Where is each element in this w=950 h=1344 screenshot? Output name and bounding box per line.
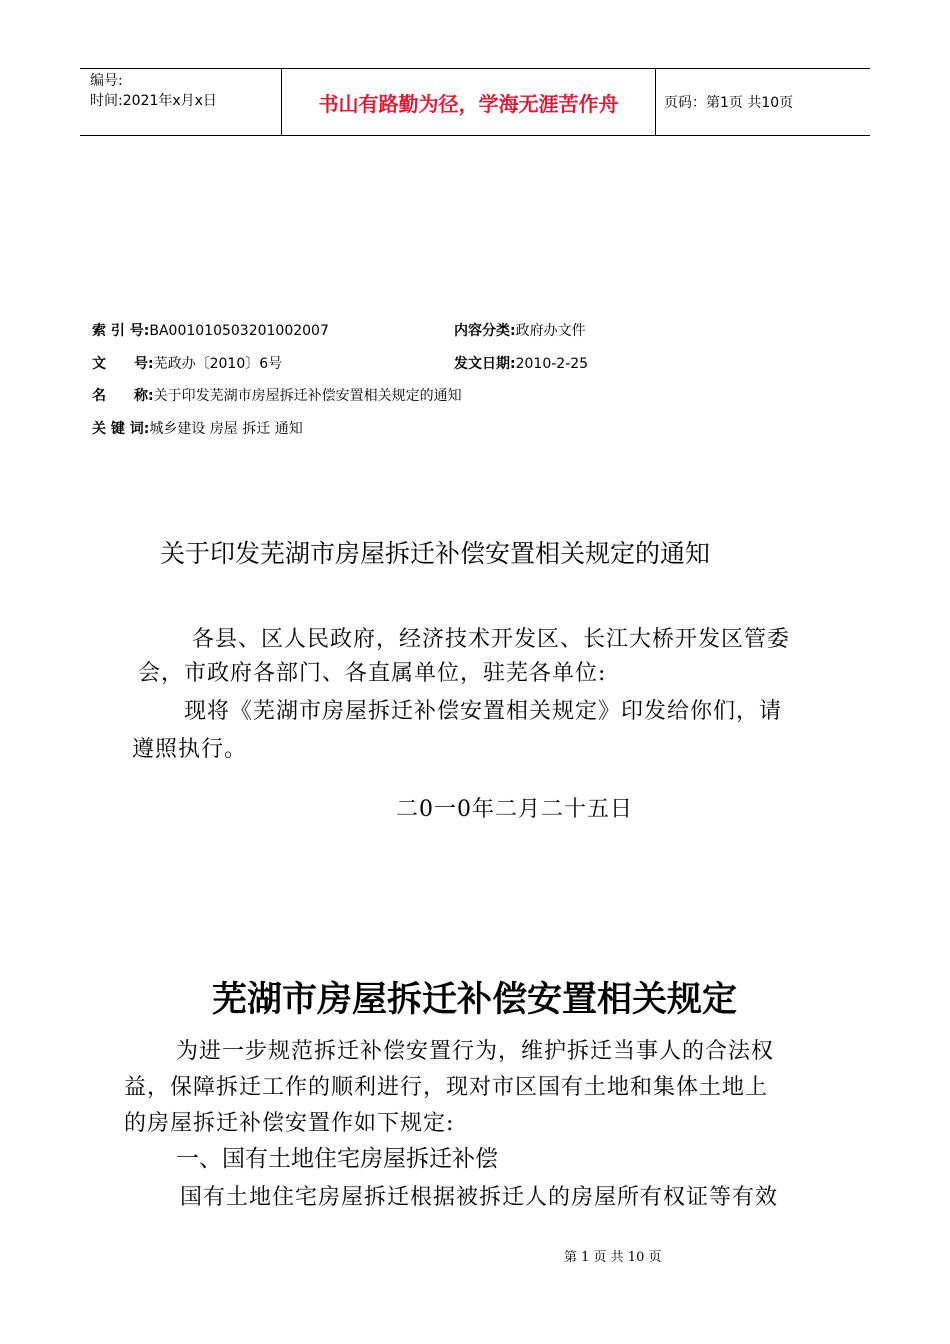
meta-category-key: 内容分类: [454, 323, 516, 339]
meta-category-value: 政府办文件 [515, 323, 586, 339]
notice-line-1: 各县、区人民政府，经济技术开发区、长江大桥开发区管委 [192, 627, 791, 652]
meta-name-key: 名 称: [92, 388, 154, 404]
meta-date-row [454, 355, 588, 373]
meta-index-value: BA001010503201002007 [149, 323, 329, 339]
time-label: 时间:2021年x月x日 [90, 93, 217, 109]
regulation-intro-1: 为进一步规范拆迁补偿安置行为，维护拆迁当事人的合法权 [176, 1039, 775, 1064]
meta-keywords-key: 关 键 词: [92, 421, 150, 437]
meta-category-row [454, 322, 586, 340]
regulation-intro-3: 的房屋拆迁补偿安置作如下规定: [124, 1111, 455, 1136]
meta-docno-key: 文 号: [92, 356, 154, 372]
motto-text: 书山有路勤为径，学海无涯苦作舟 [318, 91, 619, 116]
page-footer: 第 1 页 共 10 页 [564, 1250, 662, 1265]
section-1-line-1: 国有土地住宅房屋拆迁根据被拆迁人的房屋所有权证等有效 [180, 1185, 779, 1210]
meta-keywords-row [92, 420, 303, 438]
header-motto-cell [282, 69, 656, 135]
number-label: 编号: [90, 73, 123, 89]
meta-index-key: 索 引 号: [92, 323, 150, 339]
notice-title: 关于印发芜湖市房屋拆迁补偿安置相关规定的通知 [160, 539, 711, 568]
notice-line-4: 遵照执行。 [132, 737, 248, 762]
header-left-cell [80, 69, 282, 135]
meta-name-value: 关于印发芜湖市房屋拆迁补偿安置相关规定的通知 [153, 388, 462, 404]
meta-docno-row [92, 355, 282, 373]
header-page-cell [656, 69, 870, 135]
meta-date-value: 2010-2-25 [515, 356, 589, 372]
meta-docno-value: 芜政办〔2010〕6号 [153, 356, 283, 372]
header-table [80, 68, 870, 136]
regulation-intro-2: 益，保障拆迁工作的顺利进行，现对市区国有土地和集体土地上 [124, 1075, 769, 1100]
notice-date: 二0一0年二月二十五日 [396, 797, 633, 822]
notice-line-3: 现将《芜湖市房屋拆迁补偿安置相关规定》印发给你们，请 [184, 699, 783, 724]
meta-keywords-value: 城乡建设 房屋 拆迁 通知 [149, 421, 303, 437]
meta-index-row [92, 322, 329, 340]
section-1-heading: 一、国有土地住宅房屋拆迁补偿 [176, 1146, 498, 1172]
meta-date-key: 发文日期: [454, 356, 516, 372]
notice-line-2: 会，市政府各部门、各直属单位，驻芜各单位: [138, 661, 607, 686]
page-info: 页码：第1页 共10页 [664, 95, 794, 111]
regulation-title: 芜湖市房屋拆迁补偿安置相关规定 [212, 979, 738, 1020]
meta-name-row [92, 387, 462, 405]
